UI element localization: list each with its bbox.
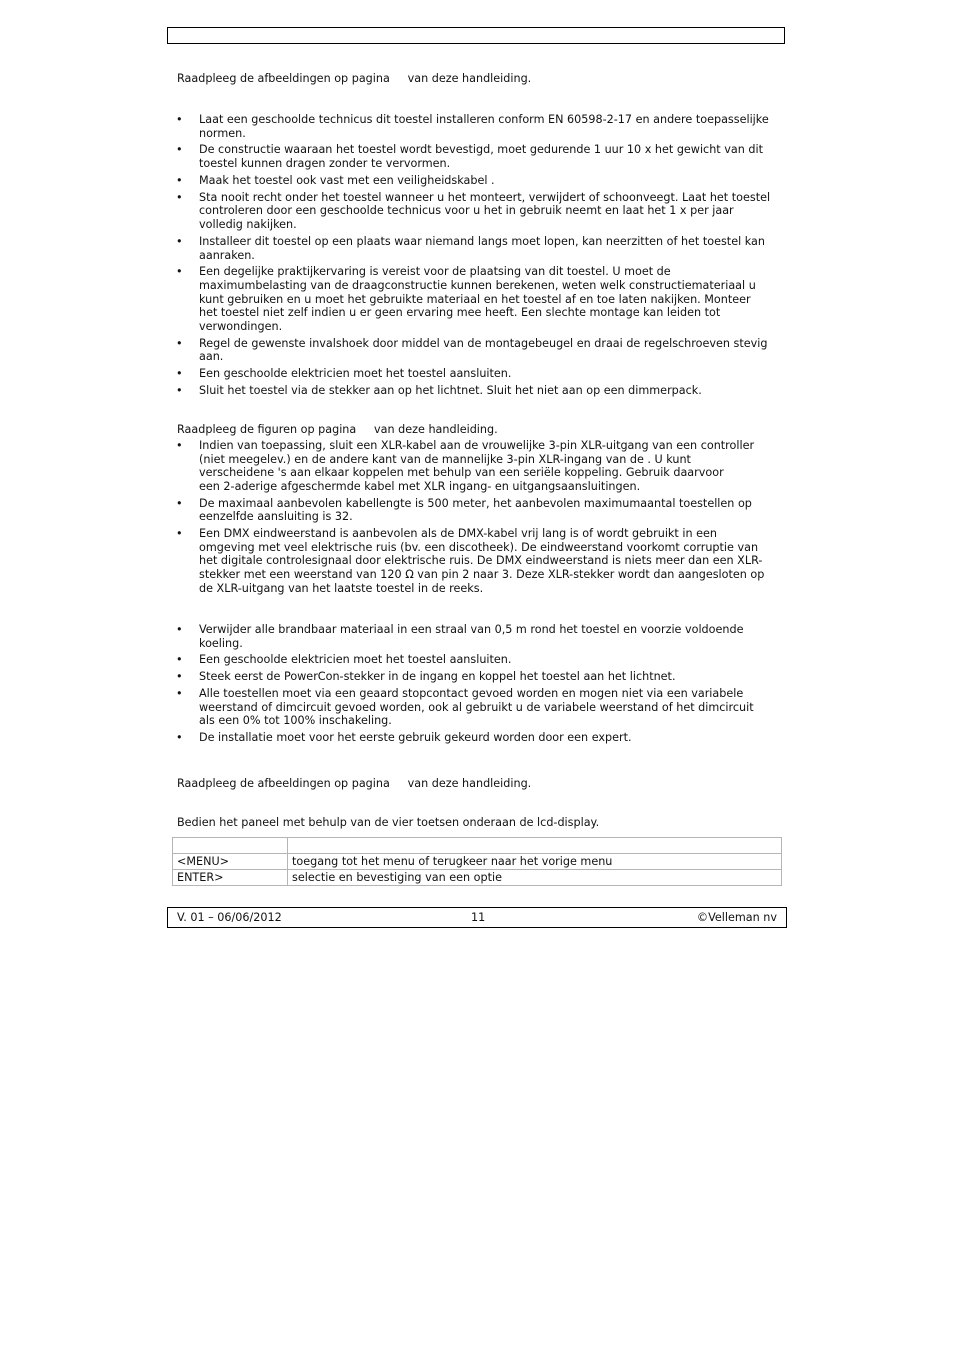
bullet-icon: • [176, 731, 183, 745]
list-item-text: Een geschoolde elektricien moet het toestel aansluiten. [199, 367, 512, 381]
intro-paragraph-1: Raadpleeg de afbeeldingen op pagina van deze handleiding. [177, 72, 532, 85]
bullet-icon: • [176, 384, 183, 398]
list-item [176, 191, 778, 232]
bullet-icon: • [176, 190, 183, 204]
footer-page-number: 11 [471, 911, 486, 924]
table-cell-key: ENTER> [173, 870, 288, 886]
table-row [173, 870, 782, 886]
bullet-icon: • [176, 687, 183, 701]
bullet-icon: • [176, 527, 183, 541]
bullet-icon: • [176, 623, 183, 636]
list-item [176, 367, 778, 381]
table-header-cell [288, 838, 782, 854]
list-item-text: Sta nooit recht onder het toestel wanneer u het monteert, verwijdert of schoonveegt. Laat het toestel controleren door een geschoolde technicus voor u het in gebruik neemt en laat het 1 x per jaar volledig nakijken. [199, 190, 771, 232]
list-item-text: Alle toestellen moet via een geaard stopcontact gevoed worden en mogen niet via een variabele weerstand of dimcircuit gevoed worden, ook al gebruikt u de variabele weerstand of het dimcircuit als een 0% tot 100% inschakeling. [199, 687, 754, 728]
list-item-text: Regel de gewenste invalshoek door middel van de montagebeugel en draai de regelschroeven stevig aan. [199, 336, 768, 364]
bullet-icon: • [176, 173, 183, 187]
list-item [176, 235, 778, 262]
bullet-icon: • [176, 234, 183, 248]
bullet-icon: • [176, 653, 183, 667]
page-footer [167, 907, 787, 928]
list-item-text: Installeer dit toestel op een plaats waar niemand langs moet lopen, kan neerzitten of het toestel kan aanraken. [199, 234, 765, 262]
table-cell-key: <MENU> [173, 854, 288, 870]
dmx-bullet-list [176, 439, 778, 598]
list-item-text: Een geschoolde elektricien moet het toestel aansluiten. [199, 653, 512, 667]
list-item [176, 439, 778, 493]
list-item-text: Maak het toestel ook vast met een veiligheidskabel . [199, 173, 495, 187]
installation-bullet-list [176, 113, 778, 401]
table-cell-function: toegang tot het menu of terugkeer naar het vorige menu [288, 854, 782, 870]
bullet-icon: • [176, 143, 183, 157]
intro-paragraph-2: Raadpleeg de figuren op pagina van deze handleiding. [177, 423, 498, 436]
list-item-text: Laat een geschoolde technicus dit toestel installeren conform EN 60598-2-17 en andere toepasselijke normen. [199, 113, 769, 140]
list-item-text: Een degelijke praktijkervaring is vereist voor de plaatsing van dit toestel. U moet de maximumbelasting van de draagconstructie kunnen berekenen, weten welk constructiemateriaal u kunt gebruiken en u moet het gebruikte materiaal en het toestel af en toe laten nakijken. Monteer het toestel niet zelf indien u er geen ervaring mee heeft. Een slechte montage kan leiden tot verwondingen. [199, 265, 756, 333]
bullet-icon: • [176, 367, 183, 381]
footer-version: V. 01 – 06/06/2012 [177, 911, 282, 924]
list-item [176, 731, 778, 745]
table-header-cell [173, 838, 288, 854]
list-item-text: Indien van toepassing, sluit een XLR-kabel aan de vrouwelijke 3-pin XLR-uitgang van een controller (niet meegelev.) en de andere kant van de mannelijke 3-pin XLR-ingang van de . U kunt verscheidene 's aan elkaar koppelen met behulp van een seriële koppeling. Gebruik daarvoor een 2-aderige afgeschermde kabel met XLR ingang- en uitgangsaansluitingen. [199, 439, 755, 493]
power-bullet-list [176, 623, 778, 748]
list-item [176, 623, 778, 650]
table-cell-function: selectie en bevestiging van een optie [288, 870, 782, 886]
list-item [176, 497, 778, 524]
list-item [176, 174, 778, 188]
table-row [173, 838, 782, 854]
list-item [176, 337, 778, 364]
list-item-text: Verwijder alle brandbaar materiaal in een straal van 0,5 m rond het toestel en voorzie voldoende koeling. [199, 623, 744, 650]
list-item [176, 687, 778, 728]
list-item-text: Steek eerst de PowerCon-stekker in de ingang en koppel het toestel aan het lichtnet. [199, 670, 676, 684]
bullet-icon: • [176, 265, 183, 279]
bullet-icon: • [176, 670, 183, 684]
key-function-table [172, 837, 782, 886]
page-header-box [167, 27, 785, 44]
list-item [176, 113, 778, 140]
bullet-icon: • [176, 496, 183, 510]
intro-paragraph-4: Bedien het paneel met behulp van de vier toetsen onderaan de lcd-display. [177, 816, 600, 829]
list-item-text: De maximaal aanbevolen kabellengte is 500 meter, het aanbevolen maximumaantal toestellen op eenzelfde aansluiting is 32. [199, 496, 752, 524]
list-item-text: Sluit het toestel via de stekker aan op het lichtnet. Sluit het niet aan op een dimmerpack. [199, 384, 702, 398]
bullet-icon: • [176, 113, 183, 126]
list-item-text: De installatie moet voor het eerste gebruik gekeurd worden door een expert. [199, 731, 632, 745]
list-item [176, 384, 778, 398]
list-item [176, 670, 778, 684]
bullet-icon: • [176, 336, 183, 350]
list-item [176, 143, 778, 170]
footer-copyright: ©Velleman nv [696, 911, 777, 924]
intro-paragraph-3: Raadpleeg de afbeeldingen op pagina van deze handleiding. [177, 777, 532, 790]
list-item [176, 265, 778, 333]
table-row [173, 854, 782, 870]
list-item-text: Een DMX eindweerstand is aanbevolen als de DMX-kabel vrij lang is of wordt gebruikt in een omgeving met veel elektrische ruis (bv. een discotheek). De eindweerstand voorkomt corruptie van het digitale controlesignaal door elektrische ruis. De DMX eindweerstand is niets meer dan een XLR- stekker met een weerstand van 120 Ω van pin 2 naar 3. Deze XLR-stekker wordt dan aangesloten op de XLR-uitgang van het laatste toestel in de reeks. [199, 527, 765, 595]
bullet-icon: • [176, 439, 183, 452]
list-item [176, 527, 778, 595]
list-item [176, 653, 778, 667]
list-item-text: De constructie waaraan het toestel wordt bevestigd, moet gedurende 1 uur 10 x het gewicht van dit toestel kunnen dragen zonder te vervormen. [199, 143, 763, 171]
